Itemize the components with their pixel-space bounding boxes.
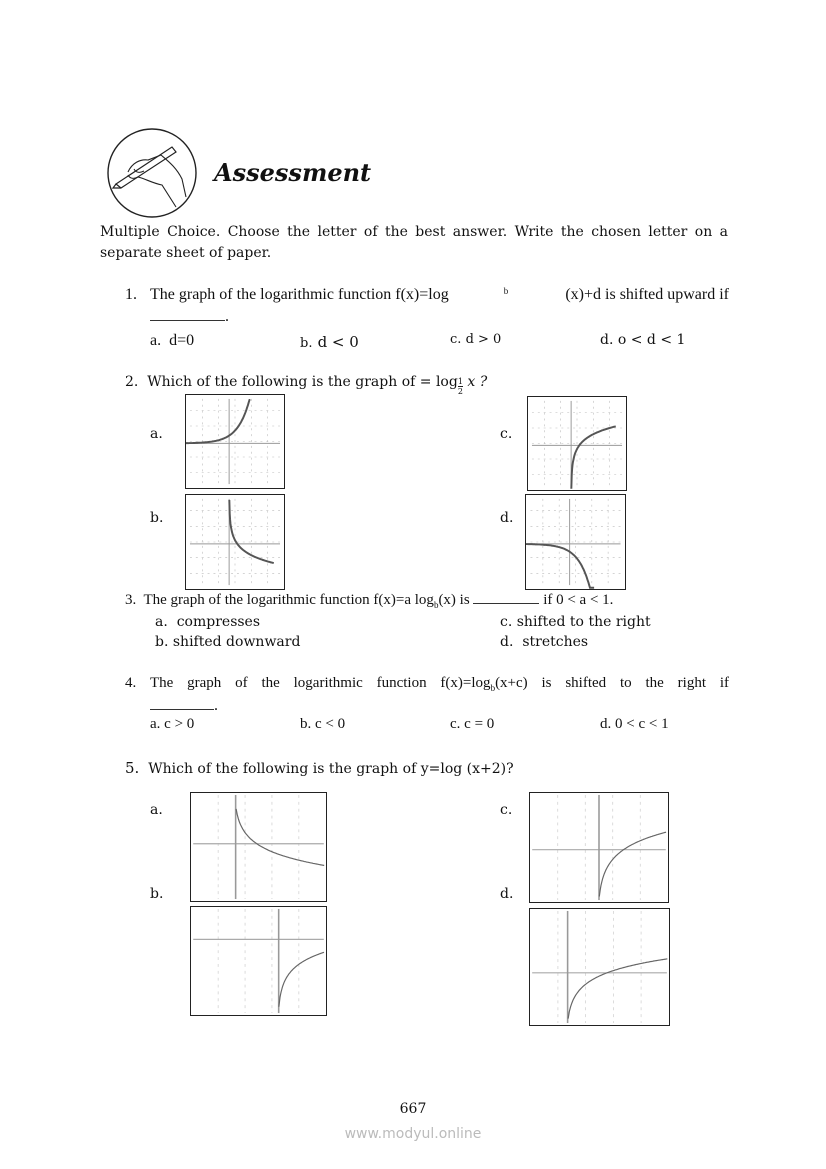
choice-letter: a. bbox=[150, 716, 161, 732]
question-text: Which of the following is the graph of = log bbox=[147, 374, 458, 390]
subscript: b bbox=[490, 683, 496, 693]
page-number: 667 bbox=[399, 1101, 427, 1117]
instructions-line-2: separate sheet of paper. bbox=[100, 245, 272, 261]
choice-text: shifted downward bbox=[172, 634, 301, 650]
question-2 bbox=[125, 374, 487, 396]
q5-graph-d[interactable] bbox=[529, 908, 670, 1026]
choice-d[interactable] bbox=[600, 332, 685, 348]
choice-text: d > 0 bbox=[465, 332, 502, 347]
q5-graph-c[interactable] bbox=[529, 792, 669, 903]
question-5 bbox=[125, 759, 514, 777]
q2-choice-d-label: d. bbox=[500, 510, 514, 526]
choice-text: c = 0 bbox=[464, 716, 495, 732]
q5-choice-c-label: c. bbox=[500, 802, 513, 818]
question-text-part: (x)+d is shifted upward if bbox=[565, 286, 729, 303]
question-text-end: x ? bbox=[467, 374, 488, 390]
question-4 bbox=[125, 675, 729, 693]
question-1 bbox=[125, 286, 729, 304]
watermark: www.modyul.online bbox=[344, 1126, 482, 1142]
function-curve bbox=[236, 809, 324, 866]
choice-text: o < d < 1 bbox=[617, 332, 686, 348]
question-number: 5. bbox=[125, 759, 140, 777]
choice-d[interactable] bbox=[600, 716, 669, 733]
hand-writing-pencil-icon bbox=[106, 127, 198, 219]
function-curve bbox=[279, 952, 324, 1006]
q5-graph-a[interactable] bbox=[190, 792, 327, 902]
choice-letter: b. bbox=[155, 634, 169, 650]
q5-choice-b-label: b. bbox=[150, 886, 164, 902]
page-title: Assessment bbox=[214, 158, 372, 187]
q5-graph-b[interactable] bbox=[190, 906, 327, 1016]
choice-text: d < 0 bbox=[317, 333, 359, 351]
blank-period: . bbox=[225, 308, 229, 325]
function-curve bbox=[526, 544, 594, 588]
question-text-part: The graph of the logarithmic function f(x)=log bbox=[150, 675, 491, 691]
choice-b[interactable] bbox=[300, 332, 359, 351]
choice-text: stretches bbox=[522, 634, 589, 650]
question-text-part: (x+c) is shifted to the right if bbox=[495, 675, 729, 691]
choice-text: d=0 bbox=[169, 332, 195, 349]
choice-text: shifted to the right bbox=[516, 614, 651, 630]
question-text-part: The graph of the logarithmic function f(x)=log bbox=[150, 286, 449, 303]
choice-letter: d. bbox=[500, 634, 514, 650]
question-number: 4. bbox=[125, 675, 137, 691]
q5-choice-d-label: d. bbox=[500, 886, 514, 902]
q2-choice-c-label: c. bbox=[500, 426, 513, 442]
question-text: Which of the following is the graph of y=log (x+2)? bbox=[148, 761, 514, 777]
choice-letter: c. bbox=[500, 614, 513, 630]
question-text: if 0 < a < 1. bbox=[543, 592, 614, 608]
blank-period: . bbox=[214, 697, 218, 714]
q5-choice-a-label: a. bbox=[150, 802, 163, 818]
fraction-base bbox=[458, 377, 463, 396]
choice-letter: b. bbox=[300, 336, 313, 351]
answer-blank bbox=[150, 697, 218, 715]
fraction-numerator: 1 bbox=[457, 377, 463, 386]
q2-graph-d[interactable] bbox=[525, 494, 626, 590]
choice-text: 0 < c < 1 bbox=[615, 716, 669, 732]
choice-a[interactable] bbox=[150, 716, 194, 733]
choice-letter: c. bbox=[450, 332, 462, 347]
choice-letter: b. bbox=[300, 716, 312, 732]
q2-choice-b-label: b. bbox=[150, 510, 164, 526]
q3-choice-c[interactable] bbox=[500, 614, 651, 630]
choice-text: c > 0 bbox=[164, 716, 195, 732]
function-curve bbox=[599, 832, 666, 896]
question-number: 2. bbox=[125, 374, 139, 390]
function-curve bbox=[571, 426, 615, 488]
choice-letter: c. bbox=[450, 716, 461, 732]
function-curve bbox=[568, 959, 667, 1019]
question-text: (x) is bbox=[438, 592, 470, 608]
fraction-denominator: 2 bbox=[457, 387, 463, 396]
answer-blank bbox=[150, 308, 229, 326]
question-number: 3. bbox=[125, 592, 137, 608]
q2-choice-a-label: a. bbox=[150, 426, 163, 442]
instructions-line-1: Multiple Choice. Choose the letter of the best answer. Write the chosen letter on a bbox=[100, 224, 728, 240]
choice-letter: a. bbox=[155, 614, 168, 630]
q2-graph-c[interactable] bbox=[527, 396, 627, 491]
question-text: The graph of the logarithmic function f(x)=a log bbox=[143, 592, 434, 608]
choice-a[interactable] bbox=[150, 332, 194, 350]
choices-q1 bbox=[150, 332, 740, 352]
choice-c[interactable] bbox=[450, 716, 494, 733]
q3-choice-a[interactable] bbox=[155, 614, 260, 630]
function-curve bbox=[186, 400, 250, 443]
question-text bbox=[150, 675, 729, 693]
subscript: b bbox=[503, 286, 509, 296]
q2-graph-b[interactable] bbox=[185, 494, 285, 590]
q2-graph-a[interactable] bbox=[185, 394, 285, 489]
q3-choice-b[interactable] bbox=[155, 634, 300, 650]
choices-q4 bbox=[150, 716, 740, 736]
question-3 bbox=[125, 592, 613, 610]
question-number: 1. bbox=[125, 286, 137, 303]
choice-letter: a. bbox=[150, 332, 162, 349]
subscript: b bbox=[433, 600, 439, 610]
choice-b[interactable] bbox=[300, 716, 345, 733]
choice-letter: d. bbox=[600, 716, 612, 732]
q3-choice-d[interactable] bbox=[500, 634, 588, 650]
choice-c[interactable] bbox=[450, 332, 501, 347]
question-text bbox=[150, 286, 729, 304]
choice-letter: d. bbox=[600, 332, 614, 348]
choice-text: c < 0 bbox=[315, 716, 346, 732]
choice-text: compresses bbox=[176, 614, 261, 630]
